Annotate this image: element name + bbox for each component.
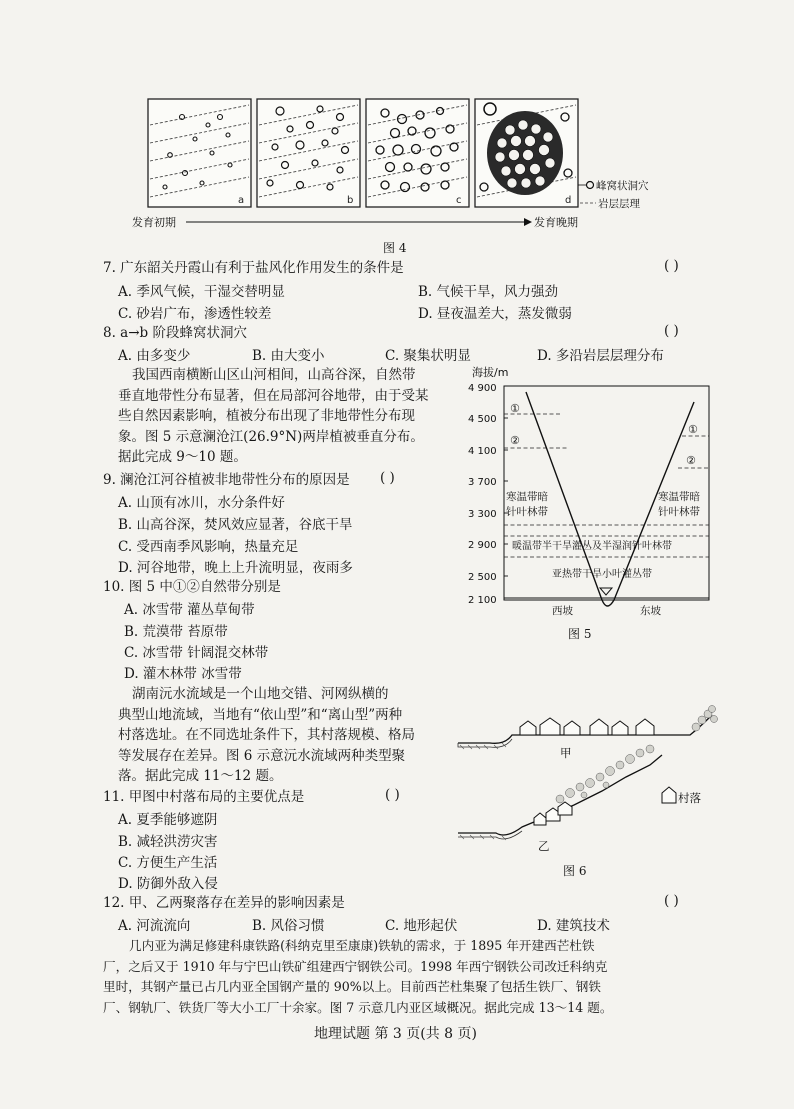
question-8-option-c[interactable]: C. 聚集状明显 xyxy=(385,348,471,364)
question-10-stem: 10. 图 5 中①②自然带分别是 xyxy=(103,579,281,595)
question-8-answer-blank[interactable]: ( ) xyxy=(664,323,679,339)
panel-b xyxy=(257,99,360,207)
passage-9-10-line-3: 些自然因素影响，植被分布出现了非地带性分布现 xyxy=(118,408,415,424)
question-11-option-a[interactable]: A. 夏季能够遮阴 xyxy=(118,812,218,828)
passage-11-12-line-1: 湖南沅水流域是一个山地交错、河网纵横的 xyxy=(132,686,389,702)
page-footer: 地理试题 第 3 页(共 8 页) xyxy=(314,1026,477,1042)
passage-9-10-line-1: 我国西南横断山区山河相间，山高谷深，自然带 xyxy=(132,367,416,383)
fig6-jia-label: 甲 xyxy=(560,746,572,760)
passage-13-14-line-3: 里时，其钢产量已占几内亚全国钢产量的 90%以上。目前西芒杜集聚了包括生铁厂、钢铁 xyxy=(103,979,601,994)
fig6-legend-label: 村落 xyxy=(678,791,701,805)
figure-4-diagram xyxy=(132,95,660,235)
fig5-east-label: 东坡 xyxy=(640,605,661,617)
question-9-option-a[interactable]: A. 山顶有冰川，水分条件好 xyxy=(118,495,285,511)
stage-late-label: 发育晚期 xyxy=(534,216,578,229)
fig5-warm-zone: 暖温带半干旱灌丛及半湿润针叶林带 xyxy=(512,541,672,552)
question-7-option-d[interactable]: D. 昼夜温差大，蒸发微弱 xyxy=(418,306,572,322)
panel-d xyxy=(475,99,578,207)
fig5-tick-2500: 2 500 xyxy=(468,572,497,583)
question-7-option-b[interactable]: B. 气候干旱，风力强劲 xyxy=(418,284,559,300)
fig5-tick-4900: 4 900 xyxy=(468,383,497,394)
passage-11-12-line-3: 村落选址。在不同选址条件下，其村落规模、格局 xyxy=(118,727,415,743)
question-7-answer-blank[interactable]: ( ) xyxy=(664,258,679,274)
fig5-zone1-right: ① xyxy=(688,423,698,436)
figure-6 xyxy=(450,705,740,863)
figure-4-legend xyxy=(578,179,649,210)
question-8-option-d[interactable]: D. 多沿岩层层理分布 xyxy=(537,348,664,364)
question-10-option-b[interactable]: B. 荒漠带 苔原带 xyxy=(124,624,228,640)
fig5-zone1-left: ① xyxy=(510,402,520,415)
question-12-option-a[interactable]: A. 河流流向 xyxy=(118,918,191,934)
figure-4 xyxy=(132,95,660,235)
question-9-option-c[interactable]: C. 受西南季风影响，热量充足 xyxy=(118,539,299,555)
passage-9-10-line-4: 象。图 5 示意澜沧江(26.9°N)两岸植被垂直分布。 xyxy=(118,428,424,445)
fig5-tick-4500: 4 500 xyxy=(468,414,497,425)
question-8-stem: 8. a→b 阶段蜂窝状洞穴 xyxy=(103,325,247,341)
question-9-option-b[interactable]: B. 山高谷深，焚风效应显著，谷底干旱 xyxy=(118,517,353,533)
question-12-option-b[interactable]: B. 风俗习惯 xyxy=(252,918,325,934)
stage-early-label: 发育初期 xyxy=(132,216,176,229)
passage-11-12-line-4: 等发展存在差异。图 6 示意沅水流域两种类型聚 xyxy=(118,747,406,764)
question-7-option-c[interactable]: C. 砂岩广布，渗透性较差 xyxy=(118,306,272,322)
fig5-left-zone-line2: 针叶林带 xyxy=(506,506,548,518)
question-12-option-c[interactable]: C. 地形起伏 xyxy=(385,918,458,934)
figure-5-caption: 图 5 xyxy=(568,627,592,641)
fig6-legend xyxy=(662,787,701,805)
panel-d-label: d xyxy=(565,195,572,206)
passage-11-12-line-5: 落。据此完成 11～12 题。 xyxy=(118,768,283,784)
settlement-yi xyxy=(458,745,662,853)
fig5-tick-3300: 3 300 xyxy=(468,509,497,520)
fig5-ylabel: 海拔/m xyxy=(472,366,509,379)
passage-9-10-line-5: 据此完成 9～10 题。 xyxy=(118,449,247,465)
passage-11-12-line-2: 典型山地流域，当地有“依山型”和“离山型”两种 xyxy=(118,706,403,723)
question-10-option-c[interactable]: C. 冰雪带 针阔混交林带 xyxy=(124,645,269,661)
figure-6-diagram xyxy=(450,705,740,863)
fig5-tick-2900: 2 900 xyxy=(468,540,497,551)
fig5-west-label: 西坡 xyxy=(552,605,573,617)
question-11-option-b[interactable]: B. 减轻洪涝灾害 xyxy=(118,834,218,850)
fig5-zone2-right: ② xyxy=(686,454,696,467)
panel-a xyxy=(148,99,251,207)
legend-honeycomb-label: 峰窝状洞穴 xyxy=(596,180,649,192)
passage-13-14-line-2: 厂，之后又于 1910 年与宁巴山铁矿组建西宁钢铁公司。1998 年西宁钢铁公司改迁科纳克 xyxy=(103,958,608,974)
fig5-y-ticks xyxy=(468,383,497,606)
fig5-subtropic-zone: 亚热带干旱小叶灌丛带 xyxy=(552,569,652,580)
fig5-tick-3700: 3 700 xyxy=(468,477,497,488)
question-11-option-d[interactable]: D. 防御外敌入侵 xyxy=(118,876,218,892)
question-7-stem: 7. 广东韶关丹霞山有利于盐风化作用发生的条件是 xyxy=(103,260,404,276)
fig6-yi-label: 乙 xyxy=(538,839,550,853)
figure-5-diagram xyxy=(462,362,718,620)
question-9-option-d[interactable]: D. 河谷地带，晚上上升流明显，夜雨多 xyxy=(118,560,353,576)
question-12-option-d[interactable]: D. 建筑技术 xyxy=(537,918,610,934)
passage-13-14-line-4: 厂、钢轨厂、铁货厂等大小工厂十余家。图 7 示意几内亚区域概况。据此完成 13～14 题。 xyxy=(103,999,613,1015)
legend-strata-label: 岩层层理 xyxy=(598,198,640,210)
question-12-answer-blank[interactable]: ( ) xyxy=(664,893,679,909)
fig5-right-zone-line1: 寒温带暗 xyxy=(658,491,700,503)
fig5-tick-2100: 2 100 xyxy=(468,595,497,606)
question-11-option-c[interactable]: C. 方便生产生活 xyxy=(118,855,218,871)
question-7-option-a[interactable]: A. 季风气候，干湿交替明显 xyxy=(118,284,285,300)
fig5-tick-4100: 4 100 xyxy=(468,446,497,457)
question-9-answer-blank[interactable]: ( ) xyxy=(380,470,395,486)
panel-c-label: c xyxy=(456,195,462,206)
panel-a-label: a xyxy=(238,195,245,206)
passage-13-14 xyxy=(103,936,713,1018)
panel-c xyxy=(366,99,469,207)
panel-b-label: b xyxy=(347,195,354,206)
question-12-stem: 12. 甲、乙两聚落存在差异的影响因素是 xyxy=(103,895,345,911)
stage-arrow xyxy=(132,215,578,229)
question-11-stem: 11. 甲图中村落布局的主要优点是 xyxy=(103,789,305,805)
fig5-right-zone-line2: 针叶林带 xyxy=(658,506,700,518)
fig5-left-zone-line1: 寒温带暗 xyxy=(506,491,548,503)
figure-4-caption: 图 4 xyxy=(383,241,407,255)
question-10-option-d[interactable]: D. 灌木林带 冰雪带 xyxy=(124,666,242,682)
question-9-stem: 9. 澜沧江河谷植被非地带性分布的原因是 xyxy=(103,472,350,488)
passage-13-14-line-1: 几内亚为满足修建科康铁路(科纳克里至康康)铁轨的需求，于 1895 年开建西芒杜铁 xyxy=(129,938,595,953)
question-10-option-a[interactable]: A. 冰雪带 灌丛草甸带 xyxy=(124,602,255,618)
passage-9-10-line-2: 垂直地带性分布显著，但在局部河谷地带，由于受某 xyxy=(118,387,429,404)
figure-5 xyxy=(462,362,718,620)
passage-11-12 xyxy=(118,684,448,787)
passage-9-10 xyxy=(118,365,463,468)
fig5-zone2-left: ② xyxy=(510,434,520,447)
settlement-jia xyxy=(458,706,718,761)
question-8-option-a[interactable]: A. 由多变少 xyxy=(118,348,191,364)
figure-6-caption: 图 6 xyxy=(563,864,587,878)
question-11-answer-blank[interactable]: ( ) xyxy=(385,787,400,803)
question-8-option-b[interactable]: B. 由大变小 xyxy=(252,348,325,364)
